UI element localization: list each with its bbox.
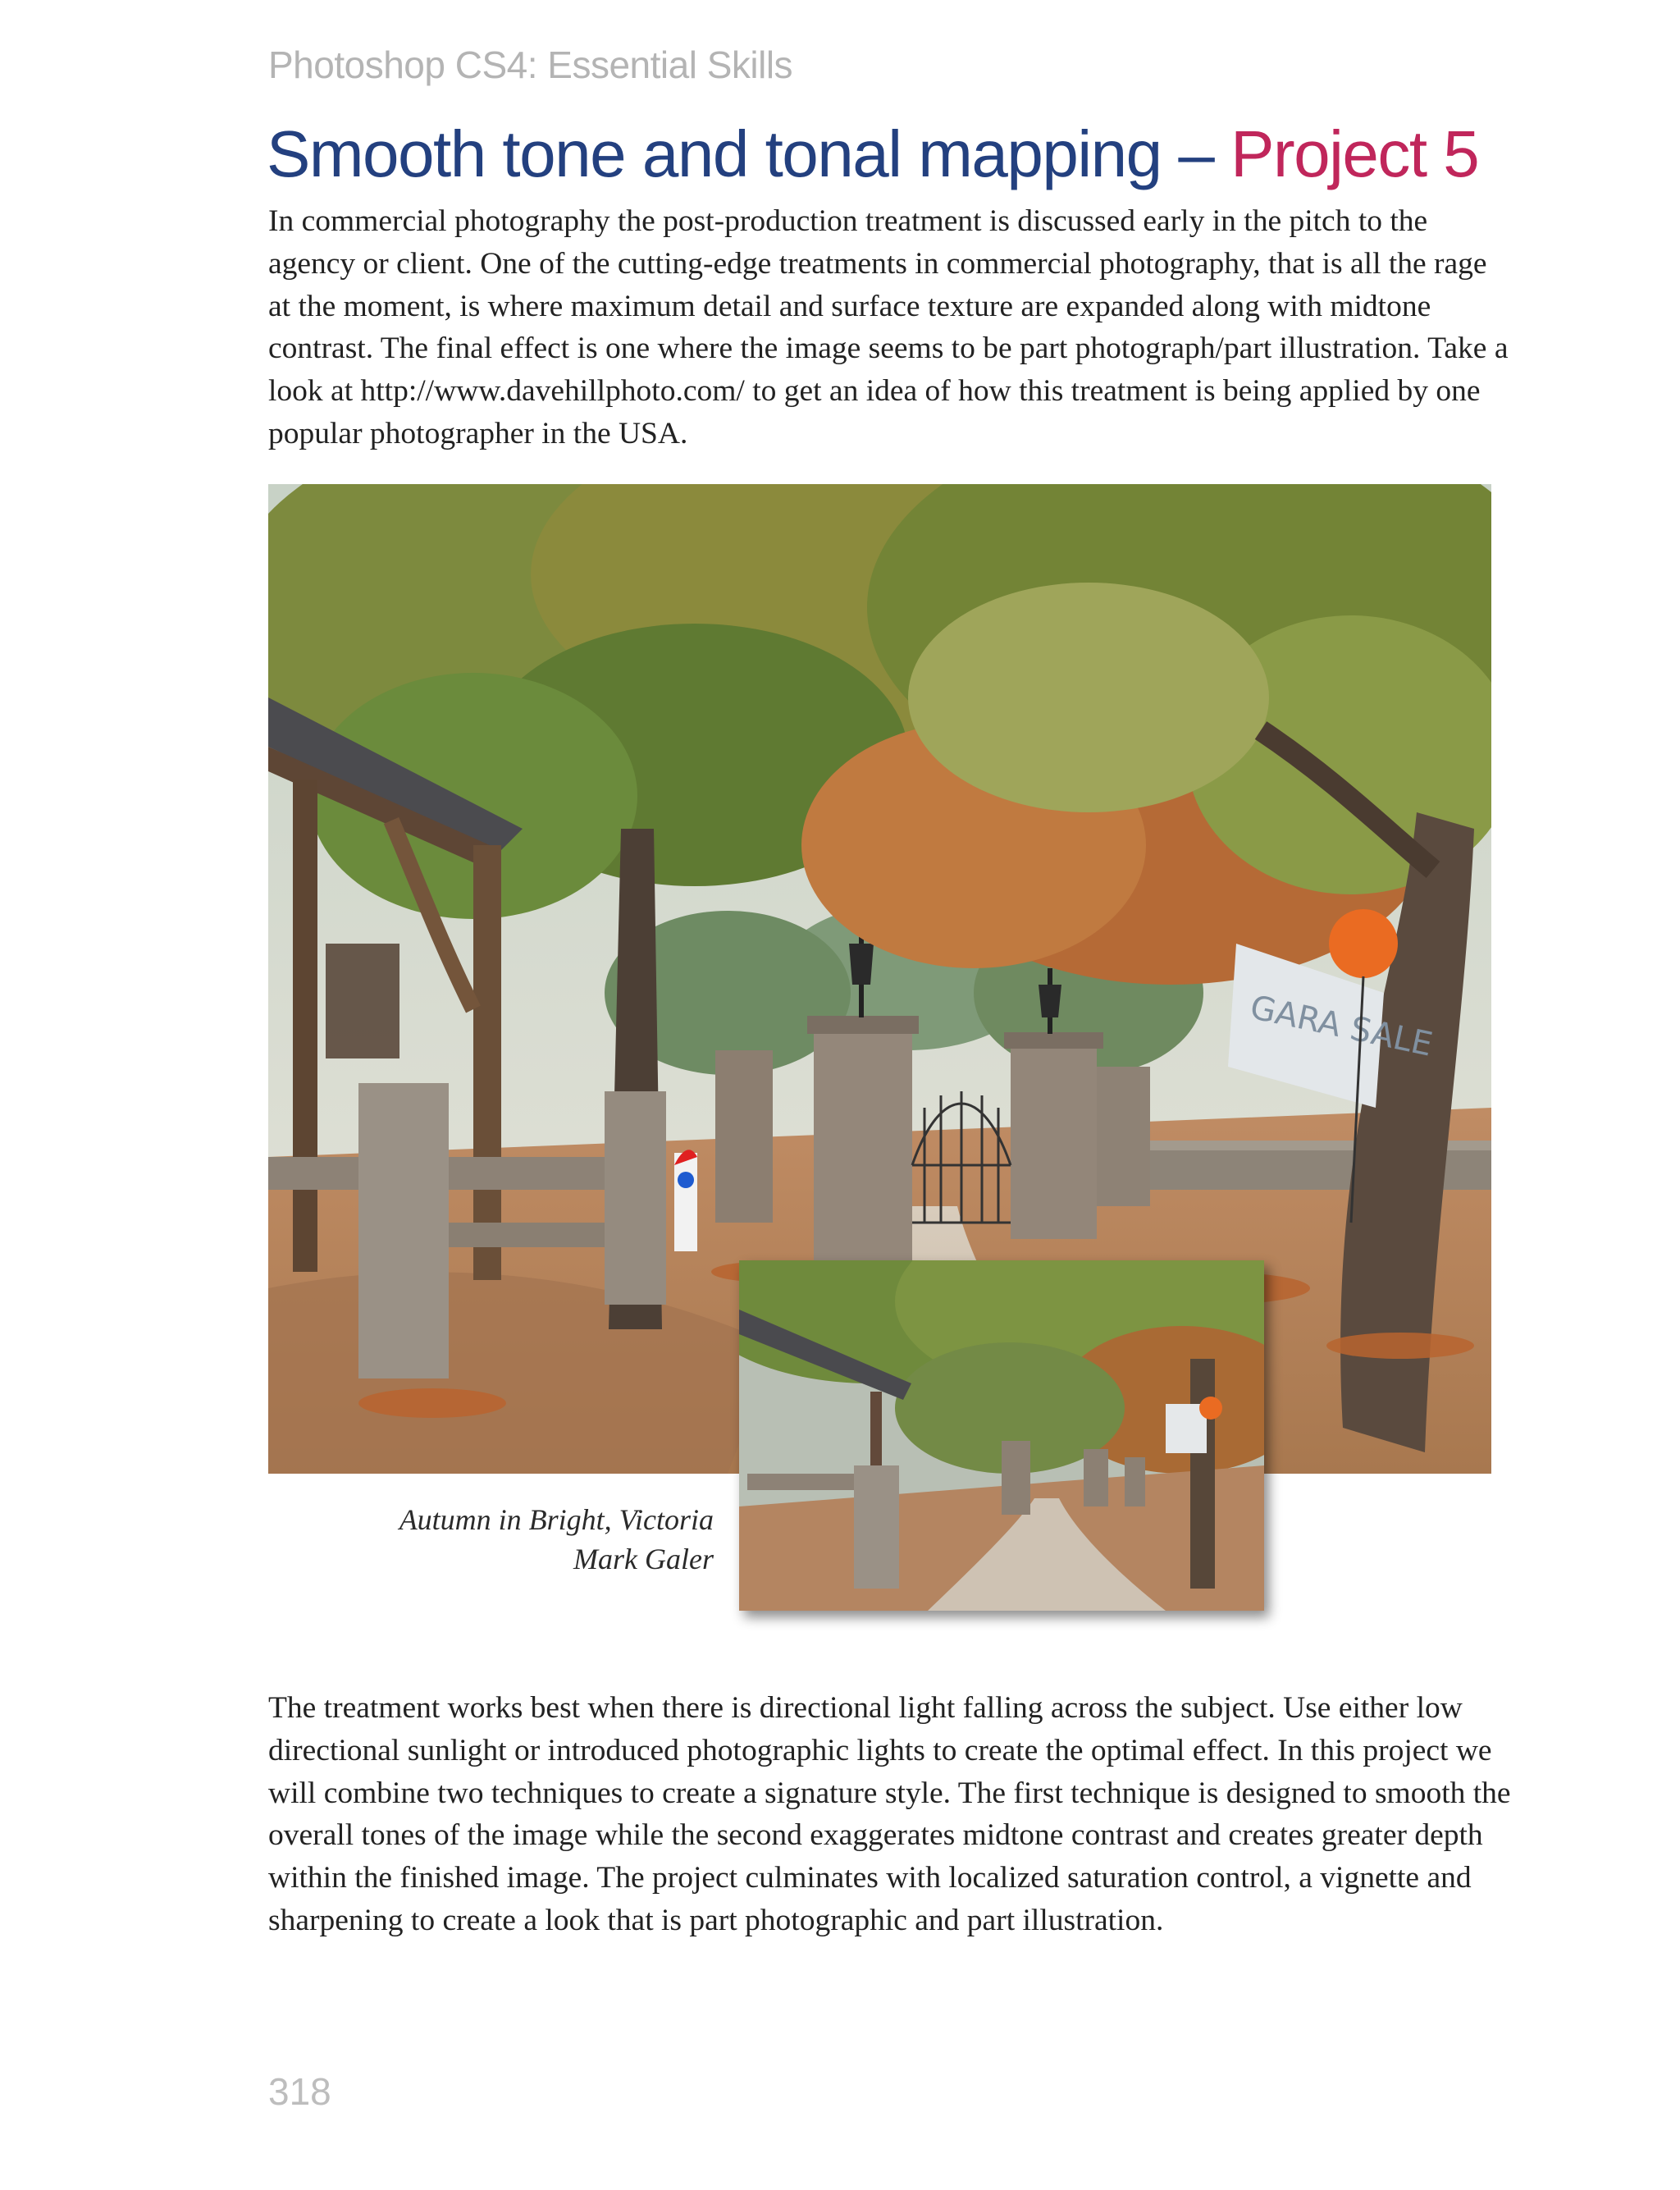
intro-paragraph: In commercial photography the post-production treatment is discussed early in the pitch to the agency or client. One of the cutting-edge treatments in commercial photography, that is all the rage at the moment, is where maximum detail and surface texture are expanded along with midtone contrast. The final effect is one where the image seems to be part photograph/part illustration. Take a look at http://www.davehillphoto.com/ to get an idea of how this treatment is being applied by one popular photographer in the USA. xyxy=(268,204,1509,450)
figure-caption xyxy=(271,1500,714,1579)
page-title xyxy=(267,117,1478,192)
sign-text: GARA SALE xyxy=(1246,988,1436,1064)
title-main: Smooth tone and tonal mapping – xyxy=(267,117,1231,190)
title-project-label: Project 5 xyxy=(1230,117,1479,190)
caption-credit: Mark Galer xyxy=(573,1543,714,1575)
running-head: Photoshop CS4: Essential Skills xyxy=(268,43,793,86)
caption-title: Autumn in Bright, Victoria xyxy=(399,1503,714,1536)
page-number: 318 xyxy=(268,2070,331,2113)
body-paragraph: The treatment works best when there is directional light falling across the subject. Use either low directional sunlight or introduced photographic lights to create the optimal effect. In this project we will combine two techniques to create a signature style. The first technique is designed to smooth the overall tones of the image while the second exaggerates midtone contrast and creates greater depth within the finished image. The project culminates with localized saturation control, a vignette and sharpening to create a look that is part photographic and part illustration. xyxy=(268,1691,1511,1937)
inset-photo xyxy=(739,1260,1264,1611)
